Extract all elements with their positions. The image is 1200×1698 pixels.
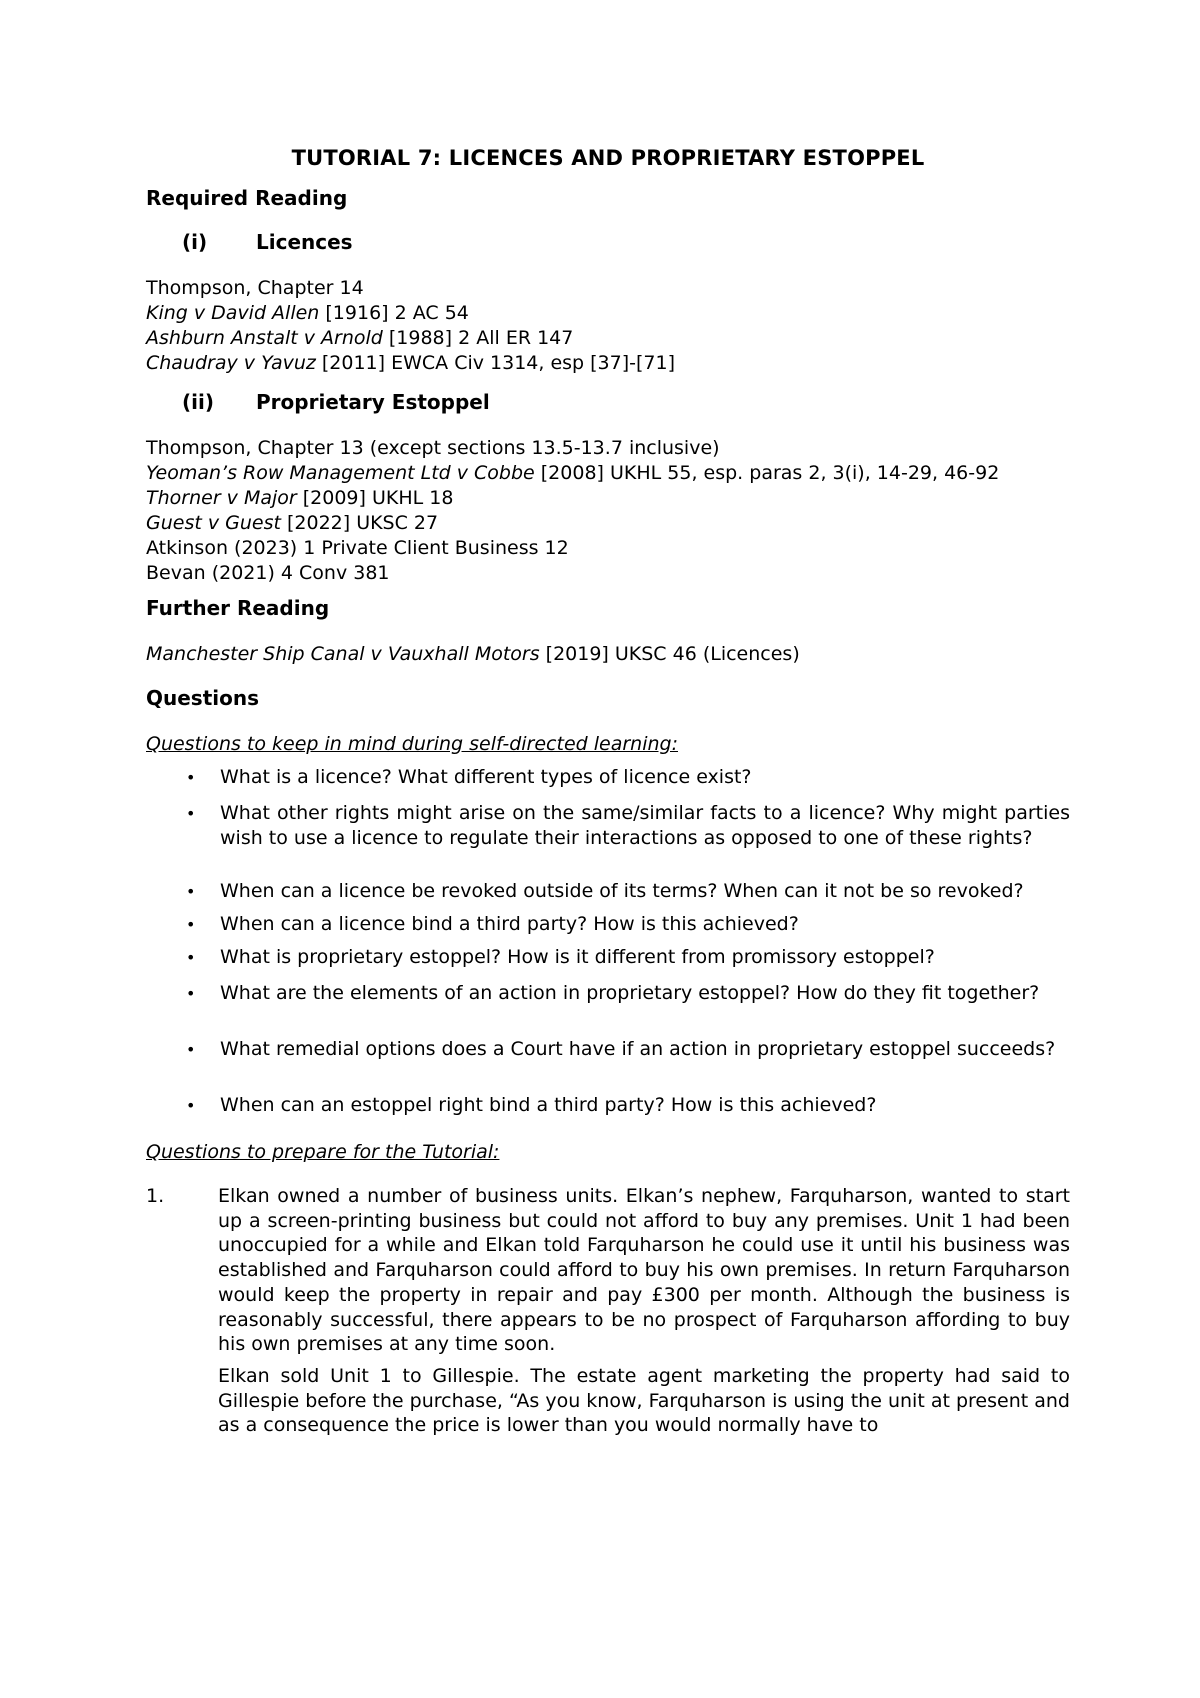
bullet-icon: • <box>186 948 196 967</box>
further-reading-heading: Further Reading <box>146 596 330 620</box>
reading-item: Thompson, Chapter 14 <box>146 277 364 299</box>
self-directed-heading: Questions to keep in mind during self-directed learning: <box>146 733 678 755</box>
page-title: TUTORIAL 7: LICENCES AND PROPRIETARY ESTOPPEL <box>291 146 925 170</box>
required-reading-heading: Required Reading <box>146 186 348 210</box>
licences-heading: Licences <box>256 230 353 254</box>
bullet-icon: • <box>186 1040 196 1059</box>
bullet-icon: • <box>186 804 196 823</box>
reading-item: Thompson, Chapter 13 (except sections 13.5-13.7 inclusive) <box>146 437 720 459</box>
list-item: What is a licence? What different types of licence exist? <box>220 766 752 788</box>
estoppel-heading: Proprietary Estoppel <box>256 390 490 414</box>
bullet-icon: • <box>186 915 196 934</box>
reading-item: Yeoman’s Row Management Ltd v Cobbe [2008] UKHL 55, esp. paras 2, 3(i), 14-29, 46-92 <box>146 462 1000 484</box>
estoppel-number: (ii) <box>182 390 214 414</box>
licences-reading-list <box>146 276 675 376</box>
reading-item: Chaudray v Yavuz [2011] EWCA Civ 1314, esp [37]-[71] <box>146 352 676 374</box>
bullet-icon: • <box>186 984 196 1003</box>
bullet-icon: • <box>186 882 196 901</box>
list-item: When can a licence bind a third party? How is this achieved? <box>220 913 799 935</box>
further-reading-item: Manchester Ship Canal v Vauxhall Motors [2019] UKSC 46 (Licences) <box>146 643 800 665</box>
reading-item: Atkinson (2023) 1 Private Client Business 12 <box>146 537 569 559</box>
estoppel-reading-list <box>146 436 999 586</box>
reading-item: King v David Allen [1916] 2 AC 54 <box>146 302 469 324</box>
question-1-paragraph-1: Elkan owned a number of business units. Elkan’s nephew, Farquharson, wanted to start up a screen-printing business but could not afford to buy any premises. Unit 1 had been unoccupied for a while and Elkan told Farquharson he could use it until his business was established and Farquharson could afford to buy his own premises. In return Farquharson would keep the property in repair and pay £300 per month. Although the business is reasonably successful, there appears to be no prospect of Farquharson affording to buy his own premises at any time soon. <box>218 1185 1070 1356</box>
list-item: When can a licence be revoked outside of its terms? When can it not be so revoked? <box>220 880 1024 902</box>
list-item: What other rights might arise on the same/similar facts to a licence? Why might parties wish to use a licence to regulate their interactions as opposed to one of these rights? <box>220 802 1070 849</box>
list-item: What are the elements of an action in proprietary estoppel? How do they fit together? <box>220 982 1040 1004</box>
reading-item: Bevan (2021) 4 Conv 381 <box>146 562 390 584</box>
list-item: What is proprietary estoppel? How is it different from promissory estoppel? <box>220 946 935 968</box>
question-number: 1. <box>146 1185 165 1207</box>
list-item: What remedial options does a Court have if an action in proprietary estoppel succeeds? <box>220 1038 1056 1060</box>
reading-item: Guest v Guest [2022] UKSC 27 <box>146 512 439 534</box>
list-item: When can an estoppel right bind a third party? How is this achieved? <box>220 1094 877 1116</box>
reading-item: Thorner v Major [2009] UKHL 18 <box>146 487 454 509</box>
bullet-icon: • <box>186 1096 196 1115</box>
licences-number: (i) <box>182 230 208 254</box>
questions-heading: Questions <box>146 686 260 710</box>
reading-item: Ashburn Anstalt v Arnold [1988] 2 All ER 147 <box>146 327 574 349</box>
question-1-paragraph-2: Elkan sold Unit 1 to Gillespie. The estate agent marketing the property had said to Gillespie before the purchase, “As you know, Farquharson is using the unit at present and as a consequence the price is lower than you would normally have to <box>218 1365 1070 1437</box>
tutorial-questions-heading: Questions to prepare for the Tutorial: <box>146 1141 500 1163</box>
bullet-icon: • <box>186 768 196 787</box>
